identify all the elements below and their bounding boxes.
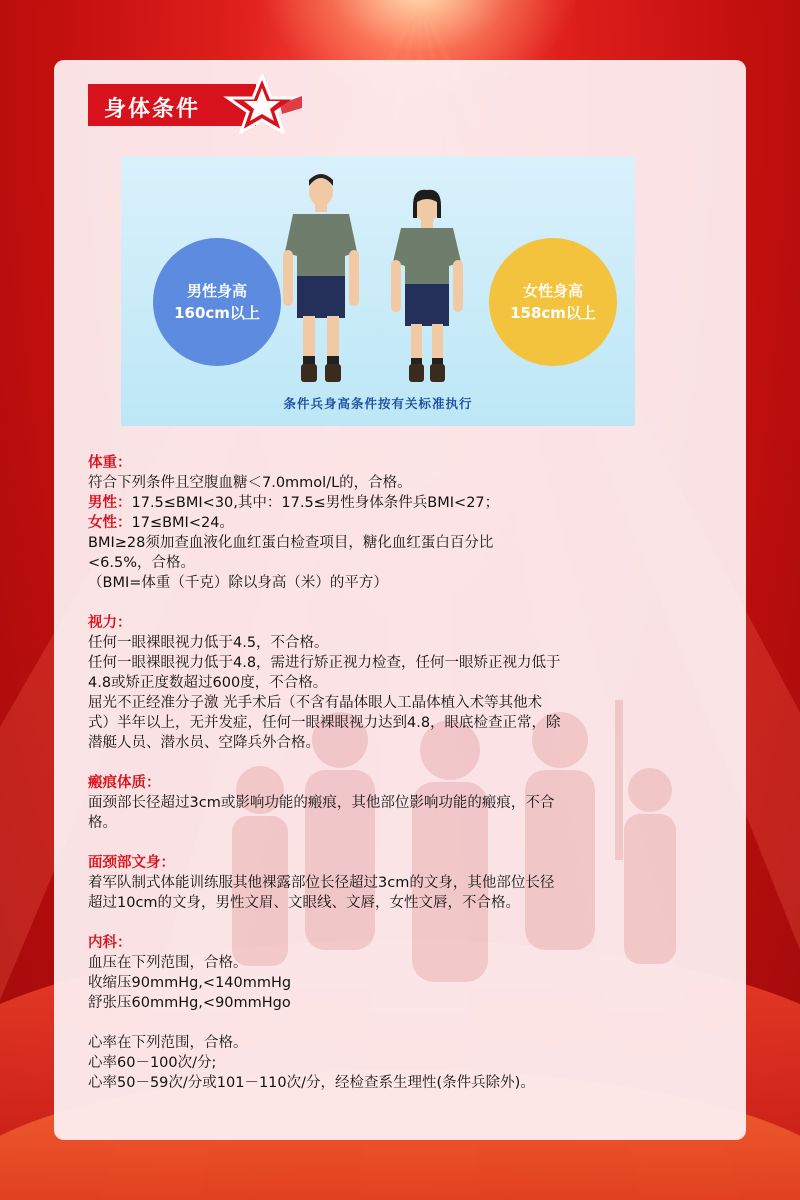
- page-title: 身体条件: [104, 97, 201, 122]
- internal-line-1: 血压在下列范围，合格。: [88, 955, 248, 971]
- female-height-label: 女性身高: [522, 282, 583, 300]
- weight-female-line: [88, 513, 718, 533]
- internal-line-2: 收缩压90mmHg,<140mmHg: [88, 975, 292, 991]
- weight-section: [88, 453, 718, 593]
- weight-line-4: BMI≥28须加查血液化血红蛋白检查项目，糖化血红蛋白百分比: [88, 535, 494, 551]
- tattoo-line-2: 超过10cm的文身，男性文眉、文眼线、文唇，女性文唇，不合格。: [88, 895, 521, 911]
- vision-line-5: 式）半年以上，无并发症，任何一眼裸眼视力达到4.8，眼底检查正常，除: [88, 715, 561, 731]
- tattoo-line-1: 着军队制式体能训练服其他裸露部位长径超过3cm的文身，其他部位长径: [88, 875, 555, 891]
- weight-heading: 体重：: [88, 455, 132, 471]
- requirements-content: [88, 453, 718, 1113]
- internal-line-6: 心率50－59次/分或101－110次/分，经检查系生理性(条件兵除外)。: [88, 1075, 535, 1091]
- weight-line-5: <6.5%，合格。: [88, 555, 195, 571]
- male-label: 男性：: [88, 495, 132, 511]
- female-height-value: 158cm以上: [510, 304, 596, 322]
- vision-line-1: 任何一眼裸眼视力低于4.5，不合格。: [88, 635, 329, 651]
- male-bmi-text: 17.5≤BMI<30,其中：17.5≤男性身体条件兵BMI<27；: [131, 495, 500, 511]
- vision-line-6: 潜艇人员、潜水员、空降兵外合格。: [88, 735, 320, 751]
- scar-line-1: 面颈部长径超过3cm或影响功能的瘢痕，其他部位影响功能的瘢痕，不合: [88, 795, 555, 811]
- section-title-bar: [88, 78, 302, 132]
- vision-line-3: 4.8或矫正度数超过600度，不合格。: [88, 675, 328, 691]
- height-requirement-image: [121, 156, 635, 426]
- weight-male-line: [88, 493, 718, 513]
- female-label: 女性：: [88, 515, 132, 531]
- female-bmi-text: 17≤BMI<24。: [131, 515, 234, 531]
- internal-medicine-section: [88, 933, 718, 1093]
- female-figure: [391, 190, 463, 382]
- soldier-illustration: [121, 156, 635, 426]
- male-height-value: 160cm以上: [174, 304, 260, 322]
- vision-line-2: 任何一眼裸眼视力低于4.8，需进行矫正视力检查，任何一眼矫正视力低于: [88, 655, 561, 671]
- scar-line-2: 格。: [88, 815, 117, 831]
- internal-line-4: 心率在下列范围，合格。: [88, 1035, 248, 1051]
- vision-section: [88, 613, 718, 753]
- height-caption: 条件兵身高条件按有关标准执行: [283, 396, 473, 411]
- star-icon: [222, 74, 302, 134]
- internal-heading: 内科：: [88, 935, 132, 951]
- tattoo-section: [88, 853, 718, 913]
- scar-heading: 瘢痕体质：: [88, 775, 161, 791]
- vision-line-4: 屈光不正经准分子激 光手术后（不含有晶体眼人工晶体植入术等其他术: [88, 695, 543, 711]
- male-figure: [283, 174, 359, 382]
- internal-line-5: 心率60－100次/分;: [88, 1055, 217, 1071]
- internal-line-3: 舒张压60mmHg,<90mmHgo: [88, 995, 291, 1011]
- weight-line-1: 符合下列条件且空腹血糖＜7.0mmol/L的，合格。: [88, 475, 412, 491]
- scar-section: [88, 773, 718, 833]
- weight-line-6: （BMI=体重（千克）除以身高（米）的平方）: [88, 575, 388, 591]
- tattoo-heading: 面颈部文身：: [88, 855, 175, 871]
- spacer: [88, 1013, 718, 1033]
- vision-heading: 视力：: [88, 615, 132, 631]
- male-height-label: 男性身高: [186, 282, 247, 300]
